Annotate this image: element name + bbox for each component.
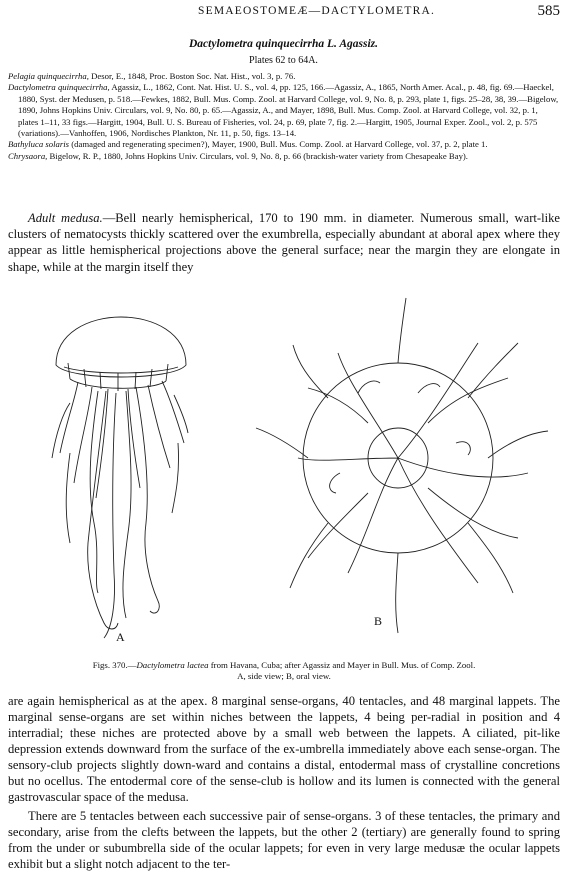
- plates-reference: Plates 62 to 64A.: [249, 55, 318, 66]
- synonym-citation: (damaged and regenerating specimen?), Mayer, 1900, Bull. Mus. Comp. Zool. at Harvard College, vol. 37, p. 2, plate 1.: [69, 139, 488, 150]
- caption-prefix: Figs. 370.—: [92, 660, 137, 670]
- synonym-name: Chrysaora,: [8, 150, 48, 161]
- caption-line-2: A, side view; B, oral view.: [237, 671, 331, 681]
- medusa-oral-view: [256, 298, 548, 633]
- synonym-name: Bathyluca solaris: [8, 139, 70, 150]
- caption-line-1: [8, 660, 560, 671]
- paragraph-sense-organs: are again hemispherical as at the apex. 8 marginal sense-organs, 40 tentacles, and 48 marginal lappets. The marginal sense-organs are set within niches between the lappets, 4 being per-radial in position and 4 interradial; these niches are protected above by a small web between the lappets. A ciliated, pit-like depression extends downward from the surface of the ex-umbrella immediately above each sense-organ. The sensory-club projects slightly down-ward and contains a distal, entodermal mass of crystalline concretions but no ocellus. The entodermal core of the sense-club is hollow and its lumen is connected with the general gastrovascular space of the medusa.: [8, 694, 560, 804]
- page-header: [8, 5, 560, 21]
- figure-caption: [8, 660, 560, 682]
- figure-drawing: [8, 283, 560, 658]
- paragraph-text: —Bell nearly hemispherical, 170 to 190 mm. in diameter. Numerous small, wart-like clusters of nematocysts thickly scattered over the exumbrella, especially abundant at aboral apex where they appear as little hemispherical projections above the general surface; near the margin they are elongate in shape, while at the margin itself they: [8, 211, 560, 274]
- paragraph-tentacles: There are 5 tentacles between each successive pair of sense-organs. 3 of these tentacles, the primary and secondary, arise from the clefts between the lappets, but the other 2 (tertiary) are generally found to spring from the under or subumbrella side of the ocular lappets; for even in very large medusæ the ocular lappets exhibit but a slight notch adjacent to the ter-: [8, 809, 560, 871]
- synonym-citation: Agassiz, L., 1862, Cont. Nat. Hist. U. S., vol. 4, pp. 125, 166.—Agassiz, A., 1865, North Amer. Acal., p. 48, fig. 69.—Haeckel, 1880, Syst. der Medusen, p. 518.—Fewkes, 1882, Bull. Mus. Comp. Zool. at Harvard College, vol. 9, No. 8, p. 293, plate 1, figs. 25–28, 38, 39.—Bigelow, 1890, Johns Hopkins Univ. Circulars, vol. 9, No. 80, p. 65.—Agassiz, A., and Mayer, 1898, Bull. Mus. Comp. Zool. at Harvard College, vol. 32, p. 1, plates 1–11, 33 figs.—Hargitt, 1904, Bull. U. S. Bureau of Fisheries, vol. 24, p. 69, plate 7, fig. 2.—Hargitt, 1905, Journal Exper. Zool., vol. 2, p. 575 (variations).—Vanhoffen, 1906, Nordisches Plankton, Nr. 11, p. 50, figs. 13–14.: [18, 82, 559, 139]
- figure-label-a: A: [116, 630, 125, 644]
- synonymy-list: [8, 71, 560, 162]
- synonym-name: Pelagia quinquecirrha,: [8, 71, 89, 81]
- paragraph-lead: Adult medusa.: [28, 211, 103, 225]
- figure-label-b: B: [374, 614, 383, 628]
- synonym-entry: [8, 151, 560, 162]
- synonym-citation: Desor, E., 1848, Proc. Boston Soc. Nat. Hist., vol. 3, p. 76.: [88, 71, 296, 81]
- synonym-entry: [8, 139, 560, 150]
- synonym-name: Dactylometra quinquecirrha,: [8, 82, 110, 93]
- synonym-citation: Bigelow, R. P., 1880, Johns Hopkins Univ. Circulars, vol. 9, No. 8, p. 66 (brackish-water variety from Chesapeake Bay).: [47, 150, 468, 161]
- running-head: SEMAEOSTOMEÆ—DACTYLOMETRA.: [198, 5, 436, 17]
- species-title: Dactylometra quinquecirrha L. Agassiz.: [188, 38, 379, 50]
- synonym-entry: [8, 82, 560, 139]
- figure-illustration: [8, 283, 560, 658]
- medusa-side-view: [52, 317, 188, 638]
- caption-text: from Havana, Cuba; after Agassiz and Mayer in Bull. Mus. of Comp. Zool.: [208, 660, 476, 670]
- page-number: 585: [537, 3, 560, 19]
- synonym-entry: [8, 71, 560, 82]
- paragraph-adult-medusa: [8, 210, 560, 275]
- caption-species: Dactylometra lactea: [136, 660, 209, 670]
